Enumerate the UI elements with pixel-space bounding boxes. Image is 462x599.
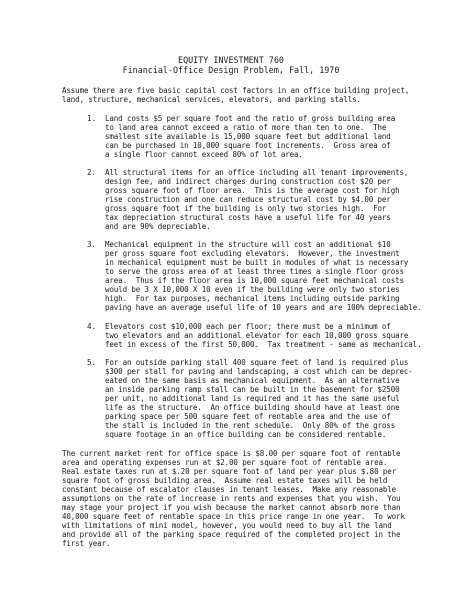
item-line: to land area cannot exceed a ratio of more than ten to one. The bbox=[105, 123, 387, 132]
item-number: 1. bbox=[87, 114, 97, 123]
item-line: would be 3 X 10,000 X 10 even if the building were only two stories bbox=[105, 285, 400, 294]
item-line: and are 90% depreciable. bbox=[105, 222, 211, 231]
closing-line: and provide all of the parking space required of the completed project in the bbox=[62, 530, 401, 539]
closing-line: constant because of escalator clauses in tenant leases. Make any reasonable bbox=[62, 485, 397, 494]
item-line: rise construction and one can reduce structural cost by $4.00 per bbox=[105, 195, 391, 204]
item-line: eated on the same basis as mechanical equipment. As an alternative bbox=[105, 376, 400, 385]
item-line: high. For tax purposes, mechanical items including outside parking bbox=[105, 294, 400, 303]
item-line: feet in excess of the first 50,000. Tax treatment - same as mechanical. bbox=[105, 340, 422, 349]
item-line: All structural items for an office including all tenant improvements, bbox=[105, 168, 409, 177]
item-line: in mechanical equipment must be built in modules of what is necessary bbox=[105, 258, 409, 267]
closing-line: area and operating expenses run at $2.00 per square foot of rentable area. bbox=[62, 458, 388, 467]
closing-line: assumptions on the rate of increase in rents and expenses that you wish. You bbox=[62, 494, 401, 503]
item-line: Elevators cost $10,000 each per floor; there must be a minimum of bbox=[105, 322, 391, 331]
item-line: gross square foot if the building is only two stories high. For bbox=[105, 204, 387, 213]
item-line: tax depreciation structural costs have a useful life for 40 years bbox=[105, 213, 391, 222]
item-line: For an outside parking stall 400 square feet of land is required plus bbox=[105, 358, 409, 367]
item-line: $300 per stall for paving and landscaping, a cost which can be deprec- bbox=[105, 367, 413, 376]
item-line: per unit, no additional land is required and it has the same useful bbox=[105, 394, 400, 403]
item-line: Land costs $5 per square foot and the ratio of gross building area bbox=[105, 114, 396, 123]
item-line: can be purchased in 10,000 square foot increments. Gross area of bbox=[105, 141, 391, 150]
document-title: EQUITY INVESTMENT 760 bbox=[178, 55, 284, 65]
item-line: area. Thus if the floor area is 10,000 square feet mechanical costs bbox=[105, 276, 404, 285]
document-subtitle: Financial-Office Design Problem, Fall, 1970 bbox=[122, 65, 340, 75]
item-line: gross square foot of floor area. This is the average cost for high bbox=[105, 186, 400, 195]
item-line: two elevators and an additional elevator for each 10,000 gross square bbox=[105, 331, 409, 340]
item-number: 2. bbox=[87, 168, 97, 177]
item-line: a single floor cannot exceed 80% of lot area. bbox=[105, 150, 303, 159]
item-line: to serve the gross area of at least three times a single floor gross bbox=[105, 267, 404, 276]
item-number: 3. bbox=[87, 240, 97, 249]
item-number: 4. bbox=[87, 322, 97, 331]
item-number: 5. bbox=[87, 358, 97, 367]
item-line: design fee, and indirect charges during construction cost $20 per bbox=[105, 177, 391, 186]
closing-line: Real estate taxes run at $.20 per square foot of land per year plus $.80 per bbox=[62, 467, 397, 476]
intro-line: Assume there are five basic capital cost factors in an office building project, bbox=[62, 86, 410, 95]
closing-line: first year. bbox=[62, 539, 111, 548]
item-line: smallest site available is 15,000 square feet but additional land bbox=[105, 132, 391, 141]
item-line: square footage in an office building can be considered rentable. bbox=[105, 430, 387, 439]
item-line: paving have an average useful life of 10 years and are 100% depreciable. bbox=[105, 303, 422, 312]
intro-line: land, structure, mechanical services, elevators, and parking stalls. bbox=[62, 95, 361, 104]
closing-line: The current market rent for office space is $8.00 per square foot of rentable bbox=[62, 449, 401, 458]
item-line: an inside parking ramp stall can be built in the basement for $2500 bbox=[105, 385, 400, 394]
closing-line: square foot of gross building area. Assume real estate taxes will be held bbox=[62, 476, 388, 485]
closing-line: 40,000 square feet of rentable space in this price range in one year. To work bbox=[62, 512, 405, 521]
item-line: the stall is included in the rent schedule. Only 80% of the gross bbox=[105, 421, 396, 430]
item-line: life as the structure. An office building should have at least one bbox=[105, 403, 400, 412]
item-line: Mechanical equipment in the structure will cost an additional $10 bbox=[105, 240, 391, 249]
closing-line: may stage your project if you wish because the market cannot absorb more than bbox=[62, 503, 401, 512]
item-line: per gross square foot excluding elevators. However, the investment bbox=[105, 249, 400, 258]
closing-line: with limitations of mini model, however, you would need to buy all the land bbox=[62, 521, 392, 530]
item-line: parking space per 500 square feet of rentable area and the use of bbox=[105, 412, 391, 421]
